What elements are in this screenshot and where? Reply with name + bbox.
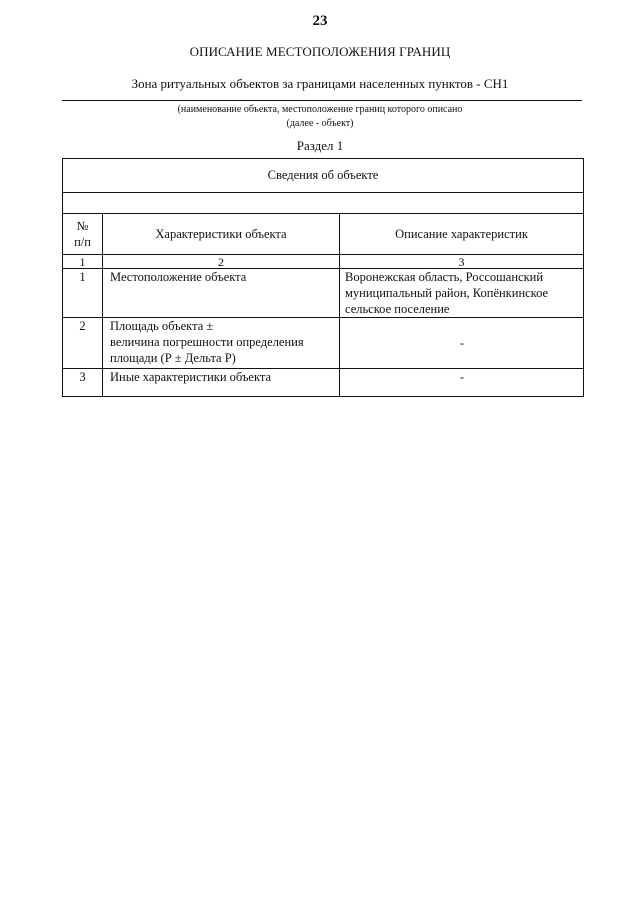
underline-rule [62,100,582,101]
table-blank-row [63,193,584,214]
characteristic-line: величина погрешности определения [110,335,304,349]
section-title: Раздел 1 [296,138,344,153]
object-info-table [62,158,584,397]
column-index-2: 2 [103,255,340,269]
characteristic-line: Иные характеристики объекта [110,370,272,384]
row-description: - [340,318,584,369]
object-name: Зона ритуальных объектов за границами населенных пунктов - СН1 [131,76,509,91]
description-line: сельское поселение [345,302,450,316]
row-characteristic [103,318,340,369]
header-characteristics: Характеристики объекта [103,214,340,255]
characteristic-line: Площадь объекта ± [110,319,214,333]
document-title: ОПИСАНИЕ МЕСТОПОЛОЖЕНИЯ ГРАНИЦ [189,44,451,59]
table-row [63,318,584,369]
characteristic-line: площади (Р ± Дельта Р) [110,351,236,365]
header-number-pp: п/п [74,235,91,249]
header-number [63,214,103,255]
column-index-1: 1 [63,255,103,269]
row-number: 1 [63,269,103,318]
table-heading: Сведения об объекте [63,159,584,193]
page-number: 23 [312,13,328,29]
table-row [63,369,584,397]
row-description: - [340,369,584,397]
table-row [63,269,584,318]
column-index-3: 3 [340,255,584,269]
header-description: Описание характеристик [340,214,584,255]
row-description [340,269,584,318]
row-number: 2 [63,318,103,369]
header-number-sign: № [76,219,89,233]
caption-line-1: (наименование объекта, местоположение границ которого описано [177,104,463,115]
row-characteristic [103,269,340,318]
description-line: Воронежская область, Россошанский [345,270,544,284]
description-line: муниципальный район, Копёнкинское [345,286,549,300]
characteristic-line: Местоположение объекта [110,270,247,284]
caption-line-2: (далее - объект) [286,118,354,129]
row-characteristic [103,369,340,397]
row-number: 3 [63,369,103,397]
